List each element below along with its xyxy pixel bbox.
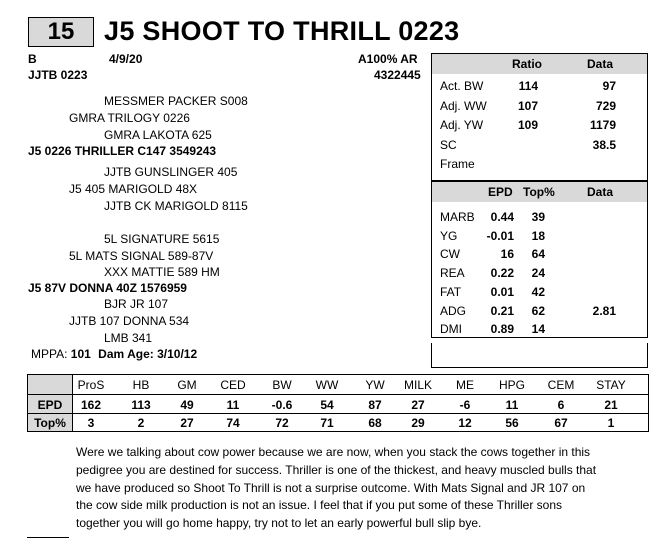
top-percent-value: 3 (87, 416, 95, 430)
pedigree-dam-dam-dam: LMB 341 (104, 331, 153, 345)
mppa-line (31, 347, 197, 361)
top-percent-value: 72 (275, 416, 289, 430)
epd-column-header: YW (365, 378, 385, 392)
top-percent-value: 12 (458, 416, 472, 430)
ratio-column-header: Ratio (512, 57, 542, 71)
epd-table (27, 374, 649, 432)
mppa-value: 101 (70, 347, 91, 361)
pedigree-sire-dam-sire: JJTB GUNSLINGER 405 (104, 165, 238, 179)
carcass-top-percent: 39 (531, 210, 545, 224)
top-percent-value: 56 (505, 416, 519, 430)
epd-row-label: EPD (37, 398, 63, 412)
performance-label: Frame (440, 157, 475, 171)
pedigree-dam-sire-sire: 5L SIGNATURE 5615 (104, 232, 220, 246)
epd-value: 21 (604, 398, 618, 412)
pedigree-dam-sire: 5L MATS SIGNAL 589-87V (69, 249, 214, 263)
top-percent-column-header: Top% (523, 185, 555, 199)
description-line: pedigree you are destined for success. Thriller is one of the thickest, and heavy muscled bulls that (76, 462, 597, 477)
epd-column-header: ProS (77, 378, 105, 392)
epd-value: 87 (368, 398, 382, 412)
lot-number: 15 (28, 17, 94, 47)
top-percent-value: 74 (226, 416, 240, 430)
carcass-epd: 0.44 (490, 210, 514, 224)
top-percent-value: 68 (368, 416, 382, 430)
pedigree-sire-sire-dam: GMRA LAKOTA 625 (104, 128, 212, 142)
carcass-top-percent: 24 (531, 266, 545, 281)
carcass-trait-label: MARB (440, 210, 475, 224)
epd-value: 162 (80, 398, 102, 412)
carcass-trait-label: ADG (440, 303, 467, 318)
epd-column-header: HPG (498, 378, 525, 392)
carcass-top-percent: 42 (531, 284, 545, 299)
epd-value: 6 (557, 398, 565, 412)
performance-data: 38.5 (592, 137, 616, 152)
carcass-data: 2.81 (592, 303, 616, 318)
carcass-top-percent: 14 (531, 322, 545, 337)
epd-column-header: EPD (488, 185, 513, 199)
top-percent-value: 67 (554, 416, 568, 430)
epd-column-header: STAY (596, 378, 626, 392)
sex: B (28, 52, 37, 66)
carcass-epd: 16 (500, 247, 514, 262)
performance-ratio: 107 (517, 98, 538, 113)
carcass-top-percent: 18 (531, 228, 545, 243)
carcass-top-percent: 64 (531, 247, 545, 262)
data-column-header: Data (587, 57, 614, 71)
performance-label: Act. BW (440, 79, 484, 93)
performance-panel (431, 53, 648, 181)
epd-column-header: CEM (547, 378, 575, 392)
performance-ratio: 109 (517, 118, 538, 132)
mppa-label: MPPA: (31, 347, 68, 361)
performance-ratio: 114 (518, 79, 538, 93)
registration-number: 4322445 (374, 68, 421, 82)
description-line: the cow side milk production is not an issue. I feel that if you put some of these Thriller sons (76, 498, 563, 513)
top-percent-value: 1 (607, 416, 615, 430)
carcass-epd: 0.01 (490, 284, 514, 299)
carcass-data-column-header: Data (587, 185, 614, 199)
epd-value: 49 (180, 398, 194, 412)
epd-column-header: CED (220, 378, 246, 392)
performance-data: 97 (602, 79, 616, 93)
epd-value: -0.6 (271, 398, 293, 412)
epd-value: 11 (505, 398, 519, 412)
carcass-epd: -0.01 (486, 228, 514, 243)
epd-column-header: ME (456, 378, 474, 392)
pedigree-sire-dam: J5 405 MARIGOLD 48X (69, 182, 198, 196)
epd-value: -6 (459, 398, 471, 412)
performance-label: SC (440, 137, 457, 152)
epd-column-header: HB (132, 378, 150, 392)
top-row-label: Top% (34, 416, 66, 430)
carcass-epd: 0.89 (490, 322, 514, 337)
birth-date: 4/9/20 (109, 52, 143, 66)
epd-column-header: BW (272, 378, 292, 392)
epd-value: 113 (131, 398, 151, 412)
carcass-epd: 0.21 (490, 303, 514, 318)
carcass-trait-label: CW (440, 247, 460, 262)
performance-data: 1179 (589, 118, 616, 132)
epd-column-header: GM (177, 378, 197, 392)
epd-column-header: MILK (403, 378, 432, 392)
performance-data: 729 (595, 98, 616, 113)
top-percent-value: 29 (411, 416, 425, 430)
description-line: we have produced so Shoot To Thrill is not a surprise outcome. With Mats Signal and JR 107 on (76, 480, 586, 495)
description-line: together you will go home happy, try not to let an early powerful bull slip bye. (76, 516, 482, 531)
pedigree-dam: J5 87V DONNA 40Z 1576959 (28, 281, 187, 295)
description (76, 444, 656, 533)
epd-value: 11 (226, 398, 240, 412)
description-line: Were we talking about cow power because we are now, when you stack the cows together in this (76, 445, 591, 459)
pedigree-dam-dam-sire: BJR JR 107 (104, 297, 169, 311)
carcass-trait-label: REA (440, 266, 465, 281)
carcass-epd: 0.22 (490, 266, 514, 281)
carcass-panel (431, 181, 648, 338)
dam-age-label: Dam Age: (98, 347, 154, 361)
performance-label: Adj. WW (440, 98, 487, 113)
epd-column-header: WW (315, 378, 339, 392)
carcass-trait-label: DMI (440, 322, 462, 337)
pedigree-sire: J5 0226 THRILLER C147 3549243 (28, 144, 217, 158)
performance-label: Adj. YW (440, 118, 484, 132)
carcass-trait-label: FAT (440, 284, 462, 299)
pedigree-sire-sire: GMRA TRILOGY 0226 (69, 111, 190, 125)
registry: A100% AR (358, 52, 418, 66)
pedigree-dam-sire-dam: XXX MATTIE 589 HM (104, 265, 220, 279)
top-percent-value: 2 (137, 416, 145, 430)
tattoo: JJTB 0223 (28, 68, 88, 82)
epd-value: 27 (411, 398, 425, 412)
carcass-top-percent: 62 (531, 303, 545, 318)
pedigree-sire-sire-sire: MESSMER PACKER S008 (104, 94, 248, 108)
animal-name: J5 SHOOT TO THRILL 0223 (104, 16, 460, 46)
blank-box (431, 343, 648, 368)
carcass-trait-label: YG (440, 228, 458, 243)
pedigree-dam-dam: JJTB 107 DONNA 534 (69, 314, 190, 328)
dam-age-value: 3/10/12 (157, 347, 198, 361)
top-percent-value: 71 (320, 416, 334, 430)
epd-value: 54 (320, 398, 334, 412)
pedigree-sire-dam-dam: JJTB CK MARIGOLD 8115 (104, 199, 248, 213)
top-percent-value: 27 (180, 416, 194, 430)
